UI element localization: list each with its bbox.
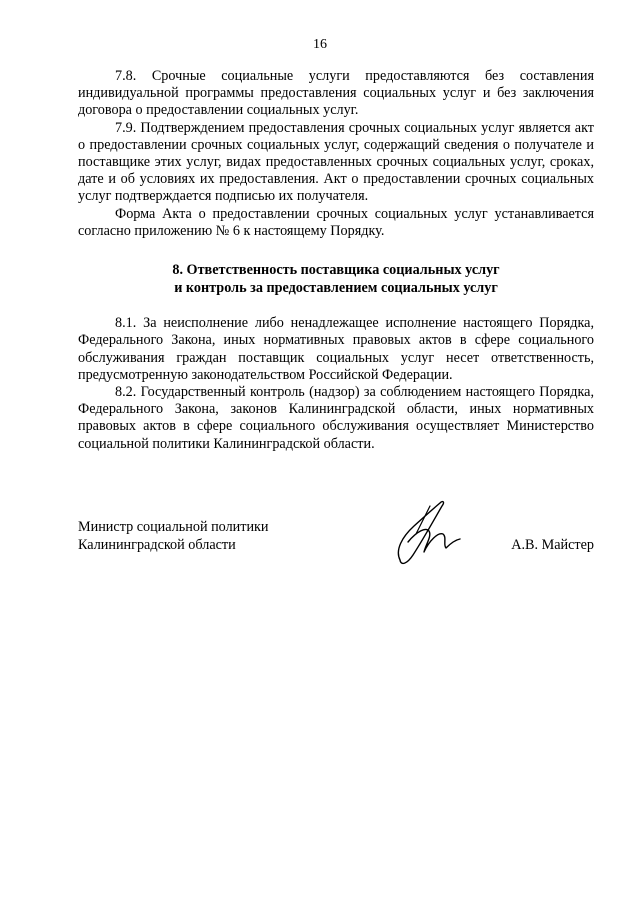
page-number: 16 [313, 37, 327, 52]
paragraph-8-1: 8.1. За неисполнение либо ненадлежащее исполнение настоящего Порядка, Федерального Закона, иных нормативных правовых актов в сфере социального обслуживания граждан поставщик социальных услуг несет ответственность, предусмотренную законодательством Российской Федерации. [78, 315, 594, 383]
signatory-position-line1: Министр социальной политики [78, 519, 269, 535]
section-8-body [78, 315, 594, 453]
section-8-title-line2: и контроль за предоставлением социальных услуг [174, 279, 498, 296]
signatory-position-line2: Калининградской области [78, 537, 236, 553]
paragraph-act-form: Форма Акта о предоставлении срочных социальных услуг устанавливается согласно приложению № 6 к настоящему Порядку. [78, 205, 594, 239]
paragraph-7-8: 7.8. Срочные социальные услуги предоставляются без составления индивидуальной программы предоставления социальных услуг и без заключения договора о предоставлении социальных услуг. [78, 68, 594, 119]
paragraph-8-2: 8.2. Государственный контроль (надзор) за соблюдением настоящего Порядка, Федерального Закона, законов Калининградской области, иных нормативных правовых актов в сфере социального обслуживания осуществляет Министерство социальной политики Калининградской области. [78, 384, 594, 452]
signature-block [78, 518, 594, 578]
signatory-position [78, 518, 269, 554]
section-8-title [78, 262, 594, 297]
signatory-name: А.В. Майстер [511, 537, 594, 553]
handwritten-signature [386, 494, 472, 574]
section-8-title-line1: 8. Ответственность поставщика социальных услуг [172, 262, 500, 279]
document-body [78, 68, 594, 453]
paragraph-7-9: 7.9. Подтверждением предоставления срочных социальных услуг является акт о предоставлении срочных социальных услуг, содержащий сведения о получателе и поставщике этих услуг, видах предоставленных срочных социальных услуг, сроках, дате и об условиях их предоставления. Акт о предоставлении срочных социальных услуг подтверждается подписью их получателя. [78, 119, 594, 205]
